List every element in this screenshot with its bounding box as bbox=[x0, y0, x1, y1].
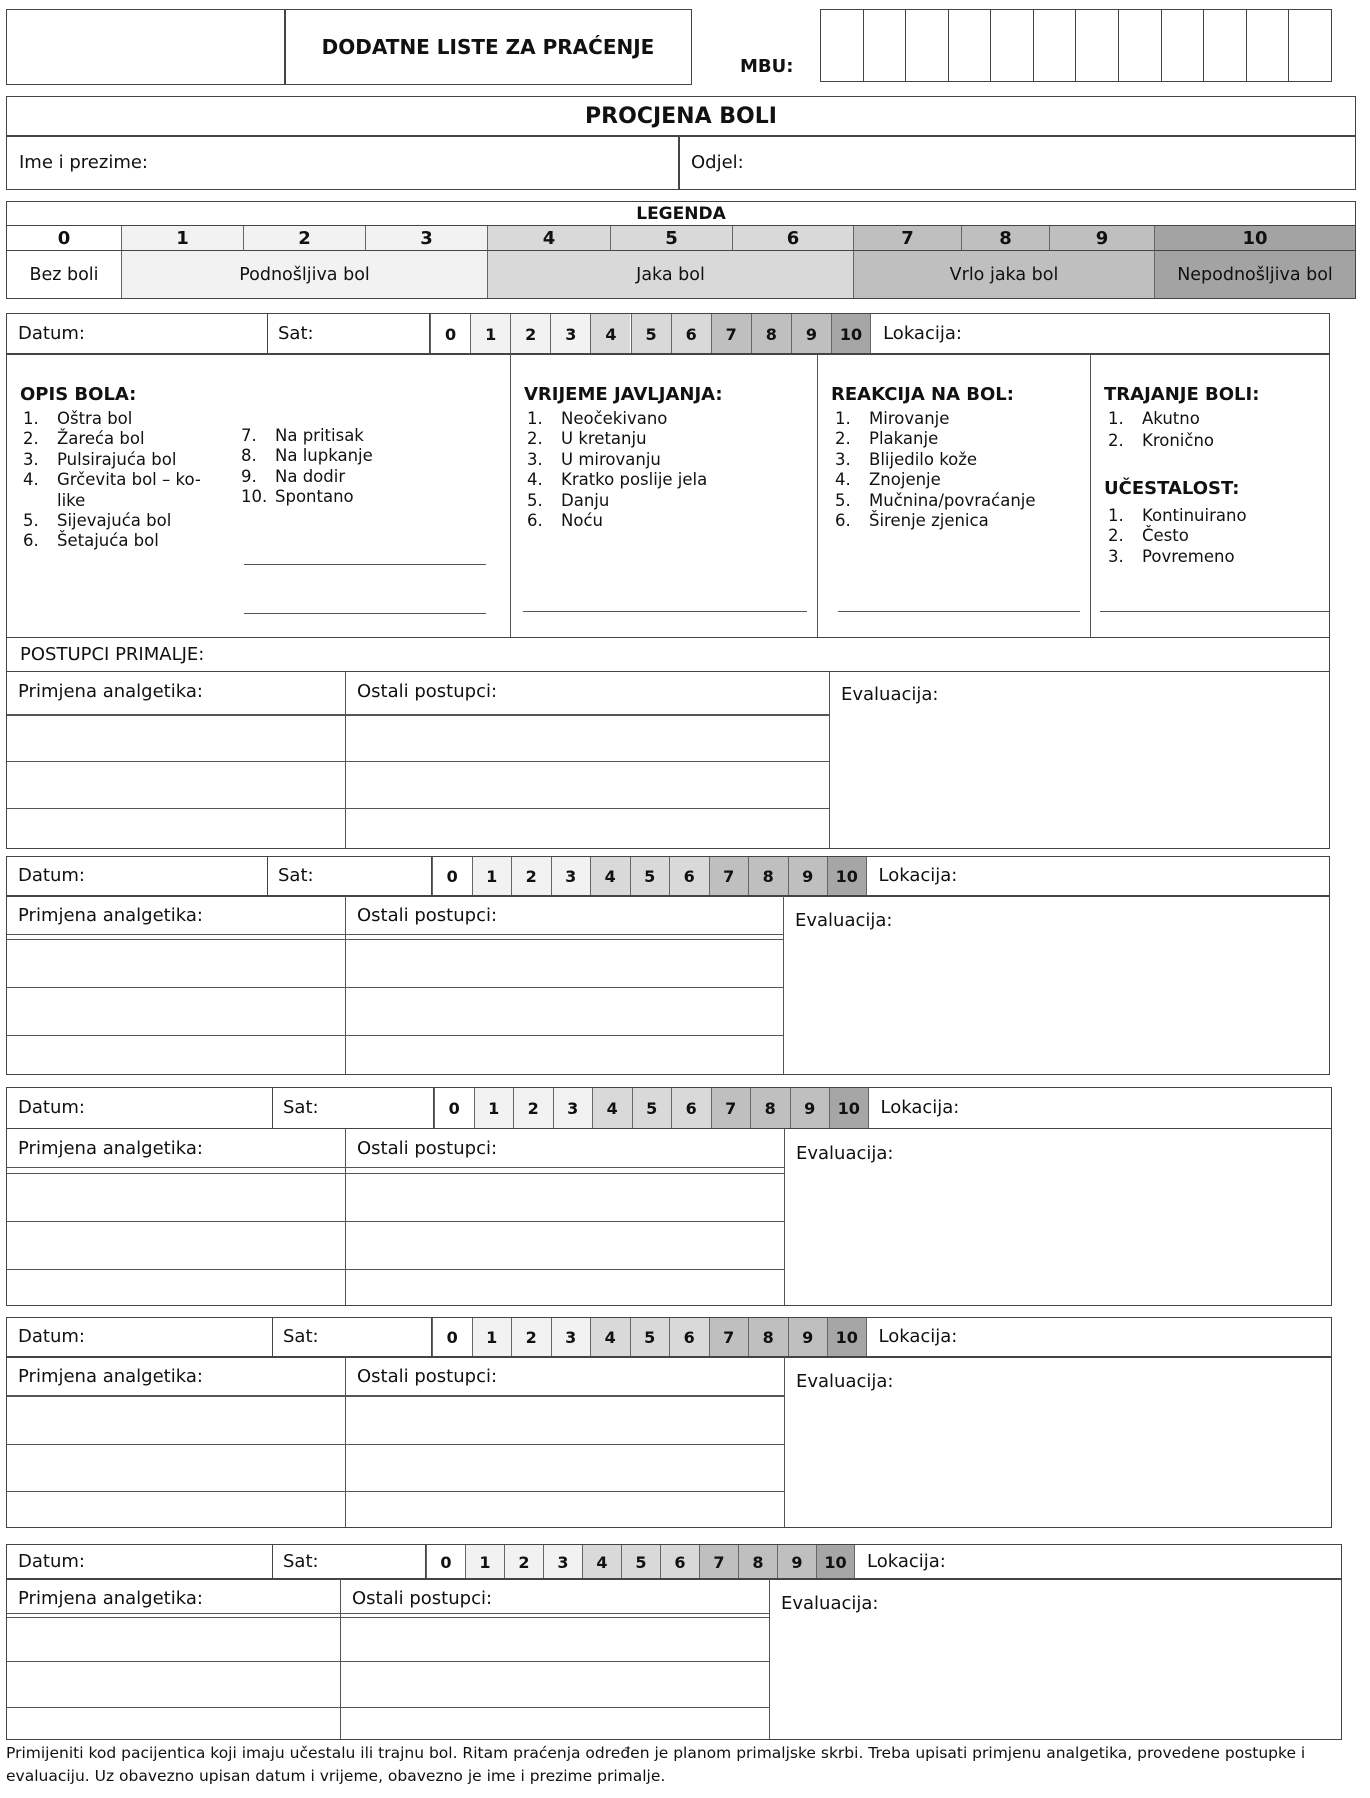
entry-1-procedures-table bbox=[6, 671, 1330, 849]
entry-2-ostali-input-2[interactable] bbox=[345, 987, 783, 1035]
entry-4-pain-score-0[interactable]: 0 bbox=[432, 1318, 472, 1357]
opis-bola-item[interactable] bbox=[23, 429, 145, 448]
opis-bola-item[interactable] bbox=[23, 511, 171, 530]
entry-4-pain-score-9[interactable]: 9 bbox=[788, 1318, 828, 1357]
entry-5-pain-score-5[interactable]: 5 bbox=[621, 1545, 660, 1579]
entry-1-pain-score-7[interactable]: 7 bbox=[711, 314, 751, 354]
entry-2-pain-score-7[interactable]: 7 bbox=[709, 857, 749, 896]
entry-5-row-line bbox=[7, 1613, 769, 1614]
entry-1-ostali-label: Ostali postupci: bbox=[357, 681, 498, 702]
entry-2-pain-score-0[interactable]: 0 bbox=[432, 857, 472, 896]
reakcija-na-bol-item[interactable] bbox=[835, 429, 938, 448]
vrijeme-javljanja-item-text: Neočekivano bbox=[561, 409, 668, 428]
opis-bola-item[interactable] bbox=[23, 450, 176, 469]
entry-3-pain-score-6[interactable]: 6 bbox=[671, 1088, 711, 1128]
vrijeme-javljanja-item-text: U kretanju bbox=[561, 429, 647, 449]
reakcija-na-bol-item-text: Plakanje bbox=[869, 429, 939, 449]
entry-4-ostali-input-1[interactable] bbox=[345, 1396, 784, 1444]
entry-3-pain-score-7[interactable]: 7 bbox=[711, 1088, 751, 1128]
vrijeme-javljanja-item-number: 3. bbox=[527, 449, 543, 469]
opis-bola-item[interactable] bbox=[241, 487, 354, 506]
footer-note: Primijeniti kod pacijentica koji imaju učestalu ili trajnu bol. Ritam praćenja određen je planom primaljske skrbi. Treba upisati primjenu analgetika, provedene postupke i evaluaciju. Uz obavezno upisan datum i vrijeme, obavezno je ime i prezime primalje. bbox=[6, 1744, 1306, 1785]
write-in-line bbox=[523, 611, 807, 612]
reakcija-na-bol-item[interactable] bbox=[835, 450, 977, 469]
entry-3-header-row bbox=[6, 1087, 1332, 1129]
entry-5-pain-score-1[interactable]: 1 bbox=[465, 1545, 504, 1579]
vrijeme-javljanja-item[interactable] bbox=[527, 491, 609, 510]
reakcija-na-bol-item[interactable] bbox=[835, 409, 949, 428]
vrijeme-javljanja-item-number: 5. bbox=[527, 490, 543, 510]
entry-5-pain-score-8[interactable]: 8 bbox=[738, 1545, 777, 1579]
legend-category-2: Jaka bol bbox=[487, 251, 853, 298]
legend-category-3: Vrlo jaka bol bbox=[853, 251, 1154, 298]
entry-5-time-label: Sat: bbox=[283, 1550, 319, 1572]
entry-4-pain-score-1[interactable]: 1 bbox=[472, 1318, 512, 1357]
entry-4-time-field[interactable] bbox=[273, 1318, 432, 1357]
mbu-input-grid[interactable] bbox=[820, 9, 1332, 82]
entry-2-header-row bbox=[6, 856, 1330, 897]
entry-4-date-field[interactable] bbox=[7, 1318, 273, 1357]
entry-3-analgetika-input-3[interactable] bbox=[7, 1269, 345, 1307]
reakcija-na-bol-item-text: Blijedilo kože bbox=[869, 449, 978, 469]
header-title: DODATNE LISTE ZA PRAĆENJE bbox=[321, 35, 655, 59]
entry-4-analgetika-input-2[interactable] bbox=[7, 1444, 345, 1491]
name-label: Ime i prezime: bbox=[19, 152, 148, 173]
trajanje-boli-item-text: Akutno bbox=[1142, 409, 1200, 428]
section-divider bbox=[510, 354, 511, 637]
entry-2-evaluacija-input[interactable] bbox=[783, 936, 1329, 1074]
entry-3-pain-score-8[interactable]: 8 bbox=[750, 1088, 790, 1128]
entry-5-ostali-input-3[interactable] bbox=[340, 1707, 769, 1741]
entry-1-pain-score-8[interactable]: 8 bbox=[751, 314, 791, 354]
entry-1-pain-score-0[interactable]: 0 bbox=[430, 314, 470, 354]
entry-4-pain-score-4[interactable]: 4 bbox=[590, 1318, 630, 1357]
entry-5-evaluacija-input[interactable] bbox=[769, 1619, 1341, 1739]
entry-1-pain-score-4[interactable]: 4 bbox=[590, 314, 630, 354]
entry-1-pain-score-9[interactable]: 9 bbox=[791, 314, 831, 354]
opis-bola-item-number: 3. bbox=[23, 449, 39, 469]
entry-4-evaluacija-input[interactable] bbox=[784, 1397, 1331, 1527]
entry-3-ostali-input-2[interactable] bbox=[345, 1221, 784, 1269]
entry-2-ostali-input-1[interactable] bbox=[345, 935, 783, 987]
vrijeme-javljanja-item[interactable] bbox=[527, 511, 603, 530]
entry-3-evaluacija-input[interactable] bbox=[784, 1169, 1331, 1305]
entry-3-analgetika-input-1[interactable] bbox=[7, 1168, 345, 1221]
entry-5-pain-score-10[interactable]: 10 bbox=[816, 1545, 855, 1579]
opis-bola-item-text: Šetajuća bol bbox=[57, 531, 159, 551]
ucestalost-item-text: Često bbox=[1142, 526, 1189, 546]
mbu-digit-cell[interactable] bbox=[990, 10, 1033, 81]
entry-5-analgetika-input-1[interactable] bbox=[7, 1618, 340, 1661]
form-title-box bbox=[6, 96, 1356, 137]
opis-bola-item-number: 2. bbox=[23, 429, 39, 449]
entry-2-analgetika-input-3[interactable] bbox=[7, 1035, 345, 1076]
entry-3-ostali-input-3[interactable] bbox=[345, 1269, 784, 1307]
opis-bola-item-text: Sijevajuća bol bbox=[57, 511, 172, 530]
trajanje-boli-title: TRAJANJE BOLI: bbox=[1104, 384, 1260, 405]
entry-3-pain-score-5[interactable]: 5 bbox=[632, 1088, 672, 1128]
legend-number-9: 9 bbox=[1049, 226, 1154, 251]
trajanje-boli-item-number: 1. bbox=[1108, 409, 1124, 428]
entry-4-pain-score-5[interactable]: 5 bbox=[630, 1318, 670, 1357]
entry-3-ostali-label: Ostali postupci: bbox=[357, 1138, 498, 1159]
opis-bola-item-text: Žareća bol bbox=[57, 429, 145, 449]
opis-bola-item-number: 5. bbox=[23, 511, 39, 530]
entry-5-ostali-label: Ostali postupci: bbox=[352, 1588, 493, 1609]
entry-1-pain-score-6[interactable]: 6 bbox=[671, 314, 711, 354]
opis-bola-item-text: Oštra bol bbox=[57, 409, 133, 428]
vrijeme-javljanja-title: VRIJEME JAVLJANJA: bbox=[524, 384, 723, 405]
trajanje-boli-item[interactable] bbox=[1108, 409, 1200, 428]
entry-4-ostali-input-3[interactable] bbox=[345, 1491, 784, 1529]
name-field[interactable] bbox=[6, 135, 680, 190]
reakcija-na-bol-item[interactable] bbox=[835, 470, 941, 489]
entry-1-evaluacija-input[interactable] bbox=[829, 712, 1329, 848]
entry-5-pain-score-3[interactable]: 3 bbox=[543, 1545, 582, 1579]
entry-3-evaluacija-label: Evaluacija: bbox=[796, 1143, 894, 1164]
entry-3-analgetika-label: Primjena analgetika: bbox=[18, 1138, 203, 1159]
entry-3-pain-score-4[interactable]: 4 bbox=[592, 1088, 632, 1128]
opis-bola-item-number: 4. bbox=[23, 470, 39, 490]
mbu-digit-cell[interactable] bbox=[1161, 10, 1204, 81]
opis-bola-item-text: Spontano bbox=[275, 487, 354, 507]
opis-bola-item-text: Na pritisak bbox=[275, 426, 364, 445]
vrijeme-javljanja-item-text: U mirovanju bbox=[561, 449, 661, 469]
logo-box bbox=[6, 9, 286, 85]
mbu-digit-cell[interactable] bbox=[1288, 10, 1331, 81]
entry-5-analgetika-input-3[interactable] bbox=[7, 1707, 340, 1741]
vrijeme-javljanja-item[interactable] bbox=[527, 450, 661, 469]
pain-description-block bbox=[6, 353, 1330, 638]
reakcija-na-bol-item-text: Širenje zjenica bbox=[869, 511, 989, 530]
reakcija-na-bol-item-text: Mirovanje bbox=[869, 409, 950, 428]
legend-category-4: Nepodnošljiva bol bbox=[1154, 251, 1355, 298]
opis-bola-item-number: 7. bbox=[241, 426, 257, 445]
entry-1-header-row bbox=[6, 313, 1330, 355]
entry-3-pain-score-1[interactable]: 1 bbox=[474, 1088, 514, 1128]
legend-number-8: 8 bbox=[961, 226, 1049, 251]
legend-number-5: 5 bbox=[610, 226, 732, 251]
entry-5-procedures-table bbox=[6, 1578, 1342, 1740]
opis-bola-item-text: like bbox=[57, 490, 86, 510]
entry-2-location-field[interactable] bbox=[867, 857, 1330, 896]
reakcija-na-bol-item-number: 1. bbox=[835, 409, 851, 428]
entry-2-time-field[interactable] bbox=[268, 857, 432, 896]
vrijeme-javljanja-item[interactable] bbox=[527, 409, 667, 428]
entry-2-ostali-input-3[interactable] bbox=[345, 1035, 783, 1076]
legend-number-1: 1 bbox=[121, 226, 243, 251]
reakcija-na-bol-item-text: Znojenje bbox=[869, 470, 941, 490]
write-in-line bbox=[244, 613, 486, 614]
opis-bola-item-text: Na dodir bbox=[275, 466, 346, 486]
entry-5-pain-score-6[interactable]: 6 bbox=[660, 1545, 699, 1579]
legend-number-10: 10 bbox=[1154, 226, 1355, 251]
postupci-primalje-row bbox=[6, 637, 1330, 672]
department-label: Odjel: bbox=[691, 152, 744, 173]
ucestalost-item[interactable] bbox=[1108, 526, 1189, 545]
trajanje-boli-item-number: 2. bbox=[1108, 431, 1124, 450]
ucestalost-item-text: Kontinuirano bbox=[1142, 506, 1247, 525]
entry-1-ostali-input-1[interactable] bbox=[345, 715, 829, 761]
entry-1-analgetika-input-1[interactable] bbox=[7, 715, 345, 761]
opis-bola-item[interactable] bbox=[23, 491, 85, 510]
reakcija-na-bol-title: REAKCIJA NA BOL: bbox=[831, 384, 1014, 405]
entry-2-analgetika-input-2[interactable] bbox=[7, 987, 345, 1035]
entry-2-pain-score-4[interactable]: 4 bbox=[590, 857, 630, 896]
entry-2-pain-score-6[interactable]: 6 bbox=[669, 857, 709, 896]
postupci-primalje-label: POSTUPCI PRIMALJE: bbox=[20, 644, 205, 665]
mbu-digit-cell[interactable] bbox=[821, 10, 863, 81]
entry-1-location-field[interactable] bbox=[871, 314, 1329, 354]
entry-4-location-label: Lokacija: bbox=[878, 1326, 958, 1347]
entry-5-pain-score-7[interactable]: 7 bbox=[699, 1545, 738, 1579]
legend-title: LEGENDA bbox=[7, 202, 1355, 226]
header-title-box bbox=[284, 9, 692, 85]
reakcija-na-bol-item-number: 3. bbox=[835, 449, 851, 469]
entry-2-procedures-table bbox=[6, 895, 1330, 1075]
ucestalost-item[interactable] bbox=[1108, 506, 1247, 525]
vrijeme-javljanja-item-text: Kratko poslije jela bbox=[561, 470, 708, 490]
opis-bola-item[interactable] bbox=[241, 467, 345, 486]
entry-1-analgetika-input-3[interactable] bbox=[7, 808, 345, 850]
entry-4-analgetika-input-3[interactable] bbox=[7, 1491, 345, 1529]
opis-bola-item[interactable] bbox=[241, 446, 373, 465]
vrijeme-javljanja-item-number: 6. bbox=[527, 511, 543, 530]
entry-4-procedures-table bbox=[6, 1356, 1332, 1528]
opis-bola-item-number: 9. bbox=[241, 466, 257, 486]
opis-bola-title: OPIS BOLA: bbox=[20, 384, 137, 405]
entry-3-location-label: Lokacija: bbox=[880, 1096, 960, 1118]
entry-2-ostali-label: Ostali postupci: bbox=[357, 905, 498, 926]
entry-4-analgetika-input-1[interactable] bbox=[7, 1396, 345, 1444]
entry-3-pain-score-3[interactable]: 3 bbox=[553, 1088, 593, 1128]
entry-2-time-label: Sat: bbox=[278, 865, 314, 886]
section-divider bbox=[817, 354, 818, 637]
entry-4-ostali-input-2[interactable] bbox=[345, 1444, 784, 1491]
entry-1-analgetika-input-2[interactable] bbox=[7, 761, 345, 808]
entry-5-pain-score-0[interactable]: 0 bbox=[426, 1545, 465, 1579]
entry-1-time-field[interactable] bbox=[268, 314, 430, 354]
mbu-digit-cell[interactable] bbox=[1033, 10, 1076, 81]
mbu-digit-cell[interactable] bbox=[1246, 10, 1289, 81]
entry-1-pain-score-1[interactable]: 1 bbox=[470, 314, 510, 354]
vrijeme-javljanja-item-number: 2. bbox=[527, 429, 543, 449]
entry-2-pain-score-9[interactable]: 9 bbox=[788, 857, 828, 896]
opis-bola-item-number: 10. bbox=[241, 487, 268, 507]
reakcija-na-bol-item-number: 4. bbox=[835, 470, 851, 490]
entry-2-analgetika-input-1[interactable] bbox=[7, 935, 345, 987]
entry-5-analgetika-input-2[interactable] bbox=[7, 1661, 340, 1707]
legend-number-3: 3 bbox=[365, 226, 487, 251]
entry-4-pain-score-10[interactable]: 10 bbox=[827, 1318, 867, 1357]
entry-4-location-field[interactable] bbox=[867, 1318, 1332, 1357]
entry-4-analgetika-label: Primjena analgetika: bbox=[18, 1366, 203, 1387]
entry-1-evaluacija-label: Evaluacija: bbox=[841, 684, 939, 705]
write-in-line bbox=[838, 611, 1080, 612]
entry-1-pain-score-2[interactable]: 2 bbox=[510, 314, 550, 354]
ucestalost-item-number: 2. bbox=[1108, 526, 1124, 546]
opis-bola-item[interactable] bbox=[23, 409, 132, 428]
entry-3-procedures-table bbox=[6, 1128, 1332, 1306]
entry-5-location-label: Lokacija: bbox=[867, 1550, 946, 1572]
entry-5-date-label: Datum: bbox=[18, 1550, 85, 1572]
entry-3-pain-score-2[interactable]: 2 bbox=[513, 1088, 553, 1128]
form-title: PROCJENA BOLI bbox=[585, 104, 777, 129]
department-field[interactable] bbox=[678, 135, 1356, 190]
entry-5-ostali-input-2[interactable] bbox=[340, 1661, 769, 1707]
entry-4-pain-score-3[interactable]: 3 bbox=[551, 1318, 591, 1357]
ucestalost-item[interactable] bbox=[1108, 547, 1235, 566]
entry-3-time-label: Sat: bbox=[283, 1096, 319, 1118]
legend-category-0: Bez boli bbox=[7, 251, 121, 298]
entry-1-date-label: Datum: bbox=[18, 322, 85, 344]
mbu-digit-cell[interactable] bbox=[1203, 10, 1246, 81]
entry-1-analgetika-label: Primjena analgetika: bbox=[18, 681, 203, 702]
entry-5-pain-score-2[interactable]: 2 bbox=[504, 1545, 543, 1579]
entry-4-time-label: Sat: bbox=[283, 1326, 319, 1347]
opis-bola-item[interactable] bbox=[23, 470, 201, 489]
reakcija-na-bol-item-number: 6. bbox=[835, 511, 851, 530]
entry-3-pain-score-10[interactable]: 10 bbox=[829, 1088, 869, 1128]
entry-3-location-field[interactable] bbox=[869, 1088, 1332, 1128]
vrijeme-javljanja-item-number: 4. bbox=[527, 470, 543, 490]
entry-1-ostali-input-3[interactable] bbox=[345, 808, 829, 850]
legend-number-4: 4 bbox=[487, 226, 610, 251]
pain-legend bbox=[6, 201, 1356, 299]
entry-5-header-row bbox=[6, 1544, 1342, 1580]
legend-category-1: Podnošljiva bol bbox=[121, 251, 487, 298]
reakcija-na-bol-item-text: Mučnina/povraćanje bbox=[869, 490, 1036, 510]
ucestalost-item-number: 3. bbox=[1108, 546, 1124, 566]
write-in-line bbox=[244, 564, 486, 565]
legend-number-2: 2 bbox=[243, 226, 365, 251]
entry-4-evaluacija-label: Evaluacija: bbox=[796, 1371, 894, 1392]
ucestalost-title: UČESTALOST: bbox=[1104, 478, 1240, 499]
reakcija-na-bol-item-number: 5. bbox=[835, 490, 851, 510]
opis-bola-item[interactable] bbox=[23, 531, 159, 550]
entry-2-date-field[interactable] bbox=[7, 857, 268, 896]
opis-bola-item-number: 1. bbox=[23, 409, 39, 428]
legend-number-6: 6 bbox=[732, 226, 853, 251]
entry-1-pain-score-10[interactable]: 10 bbox=[831, 314, 871, 354]
entry-5-evaluacija-label: Evaluacija: bbox=[781, 1593, 879, 1614]
entry-4-date-label: Datum: bbox=[18, 1326, 85, 1347]
reakcija-na-bol-item[interactable] bbox=[835, 511, 989, 530]
reakcija-na-bol-item-number: 2. bbox=[835, 429, 851, 449]
entry-4-header-row bbox=[6, 1317, 1332, 1358]
trajanje-boli-item-text: Kronično bbox=[1142, 431, 1215, 450]
ucestalost-item-text: Povremeno bbox=[1142, 546, 1235, 566]
mbu-digit-cell[interactable] bbox=[1075, 10, 1118, 81]
entry-2-evaluacija-label: Evaluacija: bbox=[795, 910, 893, 931]
ucestalost-item-number: 1. bbox=[1108, 506, 1124, 525]
vrijeme-javljanja-item-number: 1. bbox=[527, 409, 543, 428]
section-divider bbox=[1090, 354, 1091, 637]
entry-3-ostali-input-1[interactable] bbox=[345, 1168, 784, 1221]
write-in-line bbox=[1100, 611, 1330, 612]
entry-1-time-label: Sat: bbox=[278, 322, 314, 344]
vrijeme-javljanja-item[interactable] bbox=[527, 470, 707, 489]
entry-5-ostali-input-1[interactable] bbox=[340, 1618, 769, 1661]
vrijeme-javljanja-item-text: Noću bbox=[561, 511, 603, 530]
entry-3-date-field[interactable] bbox=[7, 1088, 273, 1128]
vrijeme-javljanja-item[interactable] bbox=[527, 429, 647, 448]
opis-bola-item-number: 6. bbox=[23, 531, 39, 551]
mbu-digit-cell[interactable] bbox=[1118, 10, 1161, 81]
entry-3-pain-score-9[interactable]: 9 bbox=[790, 1088, 830, 1128]
mbu-label: MBU: bbox=[740, 56, 794, 77]
entry-5-location-field[interactable] bbox=[855, 1545, 1341, 1579]
legend-number-0: 0 bbox=[7, 226, 121, 251]
entry-1-location-label: Lokacija: bbox=[883, 322, 962, 344]
entry-3-time-field[interactable] bbox=[273, 1088, 434, 1128]
opis-bola-item-number: 8. bbox=[241, 446, 257, 466]
entry-4-pain-score-2[interactable]: 2 bbox=[511, 1318, 551, 1357]
entry-5-pain-score-4[interactable]: 4 bbox=[582, 1545, 621, 1579]
entry-5-date-field[interactable] bbox=[7, 1545, 273, 1579]
entry-5-pain-score-9[interactable]: 9 bbox=[777, 1545, 816, 1579]
mbu-digit-cell[interactable] bbox=[948, 10, 991, 81]
entry-2-pain-score-8[interactable]: 8 bbox=[748, 857, 788, 896]
opis-bola-item-text: Pulsirajuća bol bbox=[57, 449, 177, 469]
entry-3-pain-score-0[interactable]: 0 bbox=[434, 1088, 474, 1128]
trajanje-boli-item[interactable] bbox=[1108, 431, 1214, 450]
entry-2-pain-score-2[interactable]: 2 bbox=[511, 857, 551, 896]
entry-2-analgetika-label: Primjena analgetika: bbox=[18, 905, 203, 926]
entry-3-date-label: Datum: bbox=[18, 1096, 85, 1118]
entry-5-analgetika-label: Primjena analgetika: bbox=[18, 1588, 203, 1609]
reakcija-na-bol-item[interactable] bbox=[835, 491, 1036, 510]
entry-1-date-field[interactable] bbox=[7, 314, 268, 354]
entry-1-pain-score-5[interactable]: 5 bbox=[631, 314, 671, 354]
mbu-digit-cell[interactable] bbox=[863, 10, 906, 81]
entry-4-ostali-label: Ostali postupci: bbox=[357, 1366, 498, 1387]
entry-4-pain-score-8[interactable]: 8 bbox=[748, 1318, 788, 1357]
entry-3-analgetika-input-2[interactable] bbox=[7, 1221, 345, 1269]
entry-4-pain-score-6[interactable]: 6 bbox=[669, 1318, 709, 1357]
mbu-digit-cell[interactable] bbox=[905, 10, 948, 81]
entry-2-pain-score-1[interactable]: 1 bbox=[472, 857, 512, 896]
vrijeme-javljanja-item-text: Danju bbox=[561, 490, 610, 510]
entry-4-pain-score-7[interactable]: 7 bbox=[709, 1318, 749, 1357]
entry-2-pain-score-10[interactable]: 10 bbox=[827, 857, 867, 896]
entry-2-pain-score-3[interactable]: 3 bbox=[551, 857, 591, 896]
opis-bola-item[interactable] bbox=[241, 426, 364, 445]
entry-2-location-label: Lokacija: bbox=[878, 865, 958, 886]
legend-number-7: 7 bbox=[853, 226, 961, 251]
opis-bola-item-text: Na lupkanje bbox=[275, 446, 373, 466]
opis-bola-item-text: Grčevita bol – ko- bbox=[57, 470, 201, 490]
entry-2-date-label: Datum: bbox=[18, 865, 85, 886]
entry-1-ostali-input-2[interactable] bbox=[345, 761, 829, 808]
entry-5-time-field[interactable] bbox=[273, 1545, 426, 1579]
entry-2-pain-score-5[interactable]: 5 bbox=[630, 857, 670, 896]
entry-1-pain-score-3[interactable]: 3 bbox=[550, 314, 590, 354]
